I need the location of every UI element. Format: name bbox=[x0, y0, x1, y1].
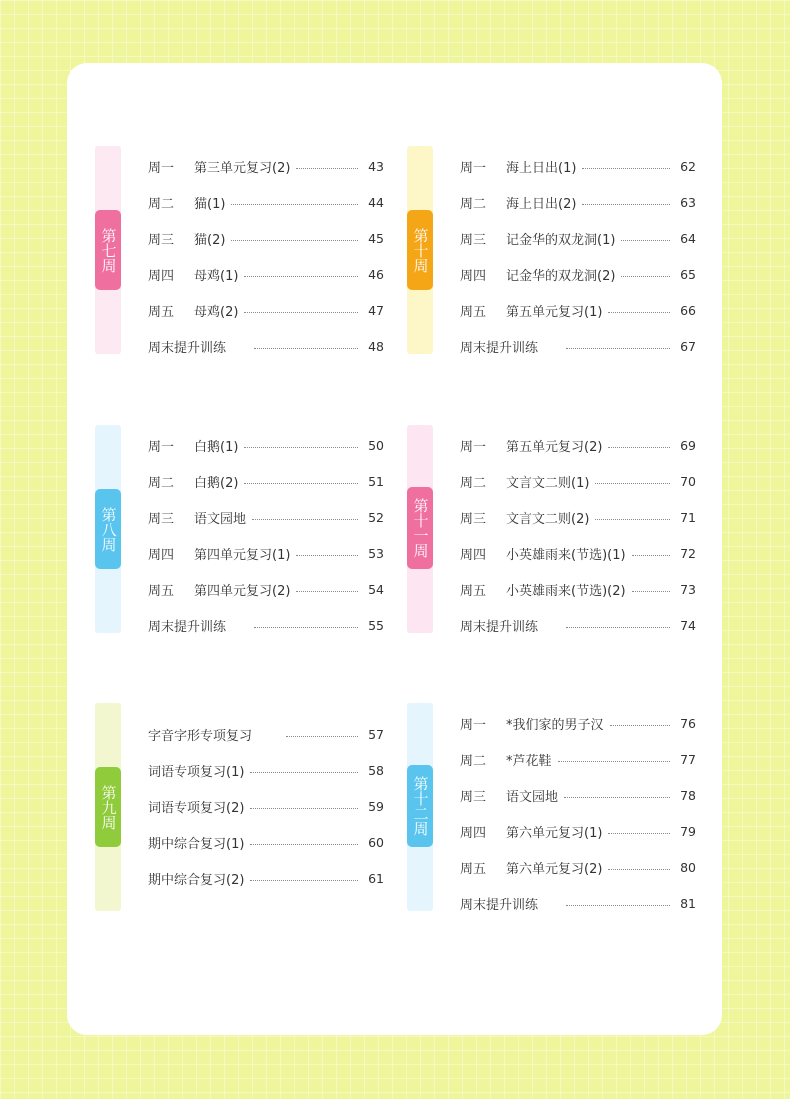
entry-page: 61 bbox=[368, 870, 384, 886]
leader-dots bbox=[566, 627, 670, 628]
week-9-section bbox=[95, 703, 385, 913]
week-10-tag bbox=[407, 210, 433, 290]
leader-dots bbox=[286, 736, 358, 737]
toc-entry[interactable] bbox=[148, 220, 384, 256]
toc-entry[interactable] bbox=[148, 184, 384, 220]
toc-entry[interactable] bbox=[460, 184, 696, 220]
entry-title: 白鹅(2) bbox=[194, 475, 239, 491]
entry-day: 周二 bbox=[148, 475, 175, 491]
entry-page: 44 bbox=[368, 194, 384, 210]
entry-title: 周末提升训练 bbox=[460, 897, 539, 913]
toc-entry[interactable] bbox=[460, 499, 696, 535]
toc-entry[interactable] bbox=[148, 499, 384, 535]
entry-page: 45 bbox=[368, 230, 384, 246]
entry-page: 77 bbox=[680, 751, 696, 767]
entry-page: 80 bbox=[680, 859, 696, 875]
leader-dots bbox=[621, 276, 670, 277]
entry-day: 周五 bbox=[148, 583, 175, 599]
week-7-label: 第七周 bbox=[99, 227, 118, 273]
entry-title: 第五单元复习(2) bbox=[506, 439, 603, 455]
entry-page: 48 bbox=[368, 338, 384, 354]
entry-page: 65 bbox=[680, 266, 696, 282]
entry-day: 周一 bbox=[460, 717, 487, 733]
entry-day: 周三 bbox=[148, 232, 175, 248]
toc-entry[interactable] bbox=[460, 813, 696, 849]
entry-title: 文言文二则(2) bbox=[506, 511, 590, 527]
entry-day: 周二 bbox=[460, 196, 487, 212]
entry-title: 海上日出(2) bbox=[506, 196, 577, 212]
toc-entry[interactable] bbox=[460, 777, 696, 813]
leader-dots bbox=[250, 772, 358, 773]
entry-page: 51 bbox=[368, 473, 384, 489]
entry-day: 周四 bbox=[460, 268, 487, 284]
entry-title: 白鹅(1) bbox=[194, 439, 239, 455]
entry-page: 50 bbox=[368, 437, 384, 453]
toc-entry[interactable] bbox=[148, 535, 384, 571]
toc-entry[interactable] bbox=[148, 463, 384, 499]
week-12-label: 第十二周 bbox=[411, 776, 430, 836]
entry-day: 周四 bbox=[460, 547, 487, 563]
toc-entry[interactable] bbox=[460, 427, 696, 463]
week-8-label: 第八周 bbox=[99, 506, 118, 552]
toc-entry-weekend[interactable] bbox=[148, 607, 384, 643]
leader-dots bbox=[595, 519, 670, 520]
entry-day: 周一 bbox=[460, 160, 487, 176]
entry-page: 81 bbox=[680, 895, 696, 911]
leader-dots bbox=[608, 869, 670, 870]
toc-entry[interactable] bbox=[148, 788, 384, 824]
week-12-entries bbox=[460, 705, 696, 921]
toc-entry[interactable] bbox=[148, 256, 384, 292]
entry-title: 语文园地 bbox=[194, 511, 247, 527]
entry-title: 母鸡(1) bbox=[194, 268, 239, 284]
entry-page: 72 bbox=[680, 545, 696, 561]
entry-title: 期中综合复习(1) bbox=[148, 836, 245, 852]
entry-page: 59 bbox=[368, 798, 384, 814]
entry-page: 66 bbox=[680, 302, 696, 318]
entry-page: 78 bbox=[680, 787, 696, 803]
entry-title: 猫(1) bbox=[194, 196, 226, 212]
leader-dots bbox=[296, 591, 358, 592]
entry-day: 周三 bbox=[460, 789, 487, 805]
entry-page: 47 bbox=[368, 302, 384, 318]
entry-day: 周三 bbox=[460, 511, 487, 527]
toc-entry[interactable] bbox=[148, 571, 384, 607]
entry-title: 词语专项复习(1) bbox=[148, 764, 245, 780]
entry-page: 63 bbox=[680, 194, 696, 210]
entry-page: 43 bbox=[368, 158, 384, 174]
entry-title: 文言文二则(1) bbox=[506, 475, 590, 491]
leader-dots bbox=[250, 844, 358, 845]
toc-entry[interactable] bbox=[148, 824, 384, 860]
entry-page: 54 bbox=[368, 581, 384, 597]
toc-entry-weekend[interactable] bbox=[460, 607, 696, 643]
entry-page: 69 bbox=[680, 437, 696, 453]
toc-entry[interactable] bbox=[148, 148, 384, 184]
week-9-entries bbox=[148, 716, 384, 896]
entry-title: 海上日出(1) bbox=[506, 160, 577, 176]
week-8-section bbox=[95, 425, 385, 635]
toc-entry[interactable] bbox=[460, 256, 696, 292]
entry-title: 小英雄雨来(节选)(2) bbox=[506, 583, 626, 599]
entry-day: 周五 bbox=[460, 304, 487, 320]
entry-day: 周一 bbox=[148, 439, 175, 455]
entry-page: 62 bbox=[680, 158, 696, 174]
entry-day: 周四 bbox=[148, 547, 175, 563]
toc-entry[interactable] bbox=[148, 716, 384, 752]
week-9-tag bbox=[95, 767, 121, 847]
leader-dots bbox=[250, 808, 358, 809]
toc-entry[interactable] bbox=[460, 571, 696, 607]
leader-dots bbox=[250, 880, 358, 881]
week-11-section bbox=[407, 425, 697, 635]
entry-day: 周一 bbox=[148, 160, 175, 176]
entry-page: 71 bbox=[680, 509, 696, 525]
entry-title: 第五单元复习(1) bbox=[506, 304, 603, 320]
toc-entry[interactable] bbox=[460, 849, 696, 885]
entry-page: 55 bbox=[368, 617, 384, 633]
entry-title: 期中综合复习(2) bbox=[148, 872, 245, 888]
leader-dots bbox=[244, 483, 358, 484]
entry-title: 第三单元复习(2) bbox=[194, 160, 291, 176]
toc-entry[interactable] bbox=[460, 535, 696, 571]
week-11-tag bbox=[407, 487, 433, 569]
entry-page: 70 bbox=[680, 473, 696, 489]
leader-dots bbox=[564, 797, 670, 798]
entry-title: 词语专项复习(2) bbox=[148, 800, 245, 816]
entry-title: 语文园地 bbox=[506, 789, 559, 805]
entry-day: 周五 bbox=[460, 583, 487, 599]
week-12-section bbox=[407, 703, 697, 913]
entry-page: 57 bbox=[368, 726, 384, 742]
toc-entry[interactable] bbox=[460, 741, 696, 777]
leader-dots bbox=[582, 168, 670, 169]
leader-dots bbox=[296, 168, 358, 169]
entry-title: 第六单元复习(1) bbox=[506, 825, 603, 841]
leader-dots bbox=[610, 725, 670, 726]
entry-page: 67 bbox=[680, 338, 696, 354]
leader-dots bbox=[252, 519, 358, 520]
entry-day: 周五 bbox=[460, 861, 487, 877]
entry-day: 周三 bbox=[460, 232, 487, 248]
entry-day: 周四 bbox=[460, 825, 487, 841]
leader-dots bbox=[231, 240, 358, 241]
entry-title: 母鸡(2) bbox=[194, 304, 239, 320]
toc-entry[interactable] bbox=[148, 292, 384, 328]
leader-dots bbox=[244, 276, 358, 277]
entry-title: 周末提升训练 bbox=[148, 619, 227, 635]
entry-title: 第四单元复习(2) bbox=[194, 583, 291, 599]
entry-day: 周二 bbox=[460, 475, 487, 491]
leader-dots bbox=[566, 905, 670, 906]
week-7-section bbox=[95, 146, 385, 356]
entry-page: 79 bbox=[680, 823, 696, 839]
week-8-tag bbox=[95, 489, 121, 569]
entry-page: 60 bbox=[368, 834, 384, 850]
leader-dots bbox=[632, 591, 670, 592]
leader-dots bbox=[254, 348, 358, 349]
week-9-label: 第九周 bbox=[99, 784, 118, 830]
week-12-tag bbox=[407, 765, 433, 847]
week-10-entries bbox=[460, 148, 696, 364]
toc-entry-weekend[interactable] bbox=[460, 328, 696, 364]
entry-title: 记金华的双龙洞(1) bbox=[506, 232, 616, 248]
toc-entry-weekend[interactable] bbox=[148, 328, 384, 364]
leader-dots bbox=[296, 555, 358, 556]
entry-page: 53 bbox=[368, 545, 384, 561]
entry-title: 第四单元复习(1) bbox=[194, 547, 291, 563]
toc-entry[interactable] bbox=[148, 860, 384, 896]
entry-page: 52 bbox=[368, 509, 384, 525]
entry-page: 58 bbox=[368, 762, 384, 778]
week-10-label: 第十周 bbox=[411, 227, 430, 273]
leader-dots bbox=[608, 833, 670, 834]
toc-entry[interactable] bbox=[460, 148, 696, 184]
leader-dots bbox=[231, 204, 358, 205]
week-10-section bbox=[407, 146, 697, 356]
entry-title: 字音字形专项复习 bbox=[148, 728, 253, 744]
leader-dots bbox=[566, 348, 670, 349]
toc-entry[interactable] bbox=[148, 752, 384, 788]
entry-page: 46 bbox=[368, 266, 384, 282]
entry-title: 第六单元复习(2) bbox=[506, 861, 603, 877]
entry-page: 64 bbox=[680, 230, 696, 246]
leader-dots bbox=[244, 447, 358, 448]
entry-day: 周四 bbox=[148, 268, 175, 284]
leader-dots bbox=[608, 447, 670, 448]
toc-entry[interactable] bbox=[460, 292, 696, 328]
entry-title: *芦花鞋 bbox=[506, 753, 552, 769]
toc-entry[interactable] bbox=[460, 220, 696, 256]
leader-dots bbox=[254, 627, 358, 628]
entry-day: 周三 bbox=[148, 511, 175, 527]
entry-page: 76 bbox=[680, 715, 696, 731]
entry-title: 周末提升训练 bbox=[460, 619, 539, 635]
leader-dots bbox=[558, 761, 670, 762]
entry-day: 周二 bbox=[148, 196, 175, 212]
toc-entry[interactable] bbox=[460, 463, 696, 499]
entry-title: *我们家的男子汉 bbox=[506, 717, 604, 733]
entry-day: 周五 bbox=[148, 304, 175, 320]
toc-entry-weekend[interactable] bbox=[460, 885, 696, 921]
entry-day: 周一 bbox=[460, 439, 487, 455]
entry-title: 周末提升训练 bbox=[148, 340, 227, 356]
leader-dots bbox=[621, 240, 670, 241]
leader-dots bbox=[595, 483, 670, 484]
leader-dots bbox=[632, 555, 670, 556]
leader-dots bbox=[608, 312, 670, 313]
week-11-entries bbox=[460, 427, 696, 643]
contents-card bbox=[67, 63, 722, 1035]
week-11-label: 第十一周 bbox=[411, 498, 430, 558]
toc-entry[interactable] bbox=[148, 427, 384, 463]
week-7-tag bbox=[95, 210, 121, 290]
entry-title: 记金华的双龙洞(2) bbox=[506, 268, 616, 284]
entry-title: 周末提升训练 bbox=[460, 340, 539, 356]
week-8-entries bbox=[148, 427, 384, 643]
leader-dots bbox=[244, 312, 358, 313]
entry-title: 小英雄雨来(节选)(1) bbox=[506, 547, 626, 563]
entry-title: 猫(2) bbox=[194, 232, 226, 248]
leader-dots bbox=[582, 204, 670, 205]
week-7-entries bbox=[148, 148, 384, 364]
entry-page: 73 bbox=[680, 581, 696, 597]
entry-day: 周二 bbox=[460, 753, 487, 769]
toc-entry[interactable] bbox=[460, 705, 696, 741]
entry-page: 74 bbox=[680, 617, 696, 633]
